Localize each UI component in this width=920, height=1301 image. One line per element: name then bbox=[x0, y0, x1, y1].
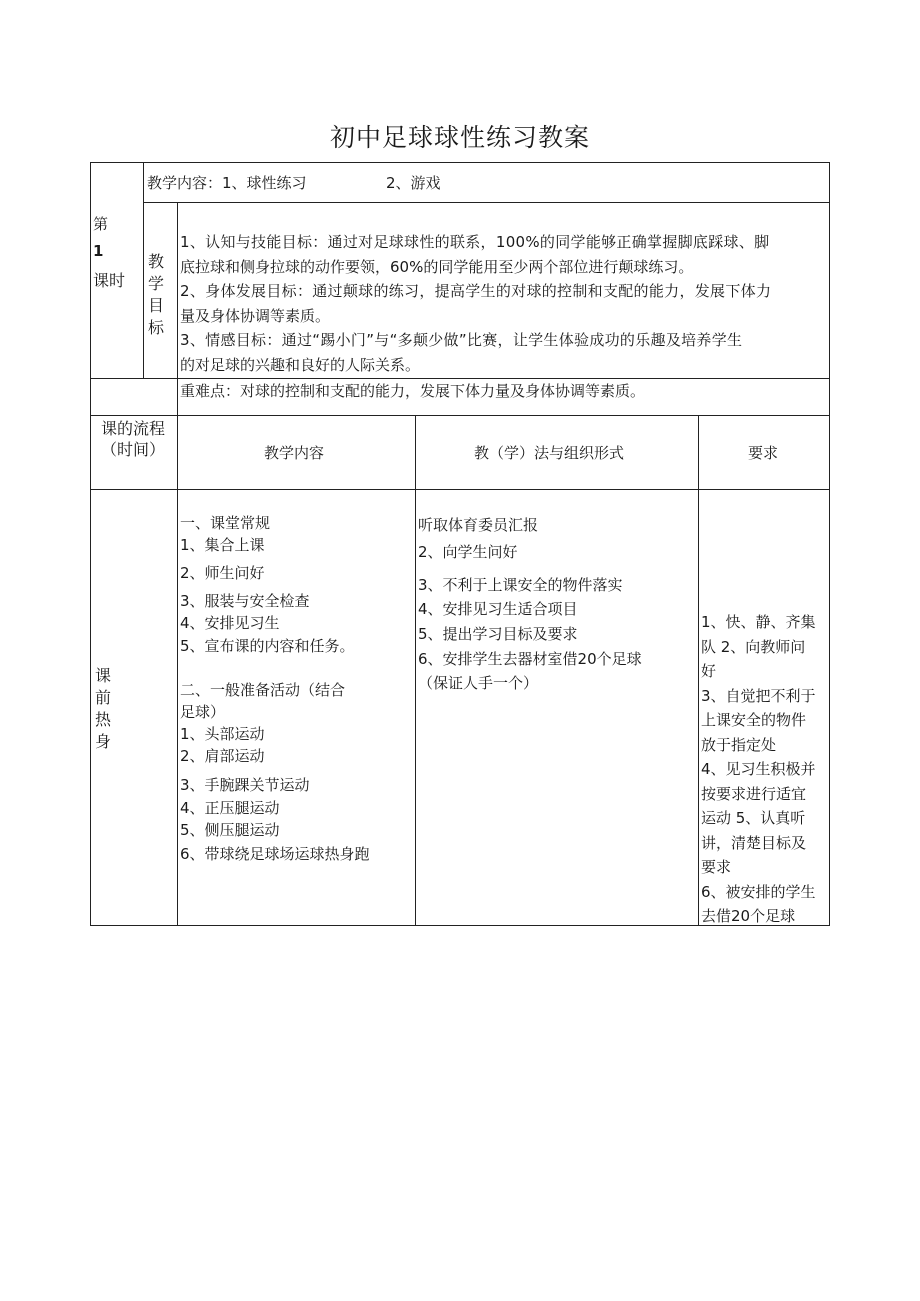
method-line: 听取体育委员汇报 bbox=[418, 516, 539, 534]
page-title: 初中足球球性练习教案 bbox=[329, 123, 590, 152]
goal-line: 量及身体协调等素质。 bbox=[180, 306, 331, 325]
col-divider bbox=[143, 162, 144, 379]
table-border-top bbox=[90, 162, 830, 163]
content-line: 4、安排见习生 bbox=[180, 614, 280, 632]
requirement-line: 队 2、向教师问 bbox=[701, 637, 806, 656]
requirement-line: 3、自觉把不利于 bbox=[701, 686, 816, 705]
row-divider bbox=[143, 202, 830, 203]
content-line: 6、带球绕足球场运球热身跑 bbox=[180, 845, 370, 863]
content-line: 二、一般准备活动（结合 bbox=[180, 681, 346, 699]
method-line: 6、安排学生去器材室借20个足球 bbox=[418, 650, 642, 668]
requirement-line: 上课安全的物件 bbox=[701, 711, 807, 729]
requirement-line: 6、被安排的学生 bbox=[701, 882, 816, 901]
col-divider bbox=[177, 202, 178, 926]
requirement-line: 运动 5、认真听 bbox=[701, 809, 806, 827]
teaching-content-item2: 2、游戏 bbox=[386, 174, 441, 192]
content-line: 2、师生问好 bbox=[180, 564, 265, 582]
method-line: 5、提出学习目标及要求 bbox=[418, 625, 578, 643]
section-label: 课 前 热 身 bbox=[95, 666, 112, 751]
requirement-line: 讲，清楚目标及 bbox=[701, 833, 807, 852]
lesson-label-line2: 1 bbox=[93, 242, 104, 260]
row-divider bbox=[90, 378, 830, 379]
requirement-line: 1、快、静、齐集 bbox=[701, 613, 816, 631]
content-line: 一、课堂常规 bbox=[180, 514, 271, 532]
goal-line: 3、情感目标：通过“踢小门”与“多颠少做”比赛，让学生体验成功的乐趣及培养学生 bbox=[180, 331, 743, 349]
row-divider bbox=[90, 489, 830, 490]
teaching-goals bbox=[180, 230, 830, 377]
content-line: 1、头部运动 bbox=[180, 725, 265, 743]
requirement-line: 4、见习生积极并 bbox=[701, 760, 816, 778]
requirement-line: 好 bbox=[701, 662, 717, 680]
goal-line: 1、认知与技能目标：通过对足球球性的联系，100%的同学能够正确掌握脚底踩球、脚 bbox=[180, 233, 770, 251]
content-line: 5、侧压腿运动 bbox=[180, 821, 280, 839]
method-line: （保证人手一个） bbox=[418, 674, 539, 692]
teaching-content-label: 教学内容：1、球性练习 bbox=[147, 174, 307, 192]
content-line: 2、肩部运动 bbox=[180, 747, 265, 765]
method-line: 3、不利于上课安全的物件落实 bbox=[418, 576, 623, 594]
table-border-left bbox=[90, 162, 91, 926]
content-line: 3、手腕踝关节运动 bbox=[180, 776, 310, 794]
goals-label: 教 学 目 标 bbox=[148, 252, 165, 337]
header-content: 教学内容 bbox=[264, 444, 325, 462]
header-requirement: 要求 bbox=[748, 444, 779, 462]
col-divider bbox=[415, 415, 416, 926]
goal-line: 底拉球和侧身拉球的动作要领，60%的同学能用至少两个部位进行颠球练习。 bbox=[180, 257, 694, 276]
header-flow: 课的流程 bbox=[101, 419, 166, 438]
content-line: 4、正压腿运动 bbox=[180, 799, 280, 817]
col-divider bbox=[698, 415, 699, 926]
content-line: 1、集合上课 bbox=[180, 536, 265, 554]
requirement-line: 去借20个足球 bbox=[701, 907, 796, 925]
content-line: 3、服装与安全检查 bbox=[180, 592, 310, 610]
row-divider bbox=[90, 415, 830, 416]
key-point: 重难点：对球的控制和支配的能力，发展下体力量及身体协调等素质。 bbox=[180, 382, 646, 400]
header-method: 教（学）法与组织形式 bbox=[474, 444, 625, 462]
method-line: 4、安排见习生适合项目 bbox=[418, 600, 578, 618]
lesson-label-line1: 第 bbox=[93, 215, 109, 233]
requirement-line: 按要求进行适宜 bbox=[701, 784, 807, 803]
content-line: 足球） bbox=[180, 703, 226, 721]
lesson-label-line3: 课时 bbox=[93, 271, 126, 290]
header-flow-time: （时间） bbox=[101, 440, 166, 459]
method-line: 2、向学生问好 bbox=[418, 543, 518, 561]
requirement-line: 要求 bbox=[701, 858, 732, 876]
goal-line: 2、身体发展目标：通过颠球的练习，提高学生的对球的控制和支配的能力，发展下体力 bbox=[180, 282, 772, 300]
requirement-column bbox=[701, 610, 829, 929]
goal-line: 的对足球的兴趣和良好的人际关系。 bbox=[180, 355, 421, 374]
requirement-line: 放于指定处 bbox=[701, 735, 777, 754]
content-line: 5、宣布课的内容和任务。 bbox=[180, 637, 355, 655]
